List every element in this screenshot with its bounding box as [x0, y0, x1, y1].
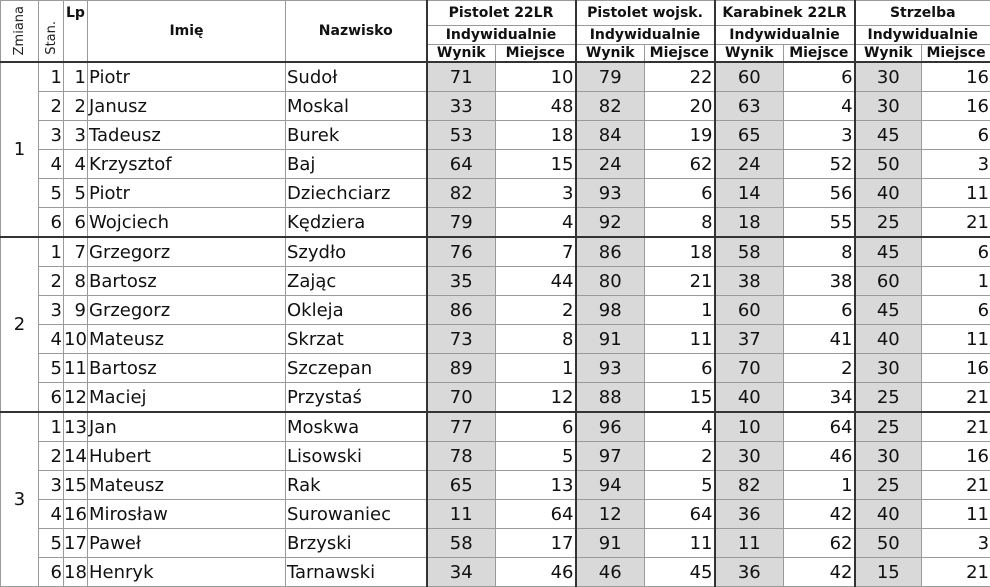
place-cell: 11 — [645, 325, 715, 354]
score-cell: 91 — [576, 325, 645, 354]
place-cell: 11 — [922, 500, 990, 529]
table-row — [1, 267, 990, 296]
lp-cell: 17 — [64, 529, 88, 558]
score-cell: 76 — [427, 237, 496, 267]
place-cell: 13 — [496, 471, 576, 500]
header-imie: Imię — [88, 1, 286, 63]
header-zmiana: Zmiana — [1, 1, 39, 63]
place-cell: 46 — [496, 558, 576, 587]
stan-cell: 2 — [39, 92, 64, 121]
table-row — [1, 529, 990, 558]
first-name-cell: Mirosław — [88, 500, 286, 529]
lp-cell: 1 — [64, 62, 88, 92]
score-cell: 10 — [715, 412, 784, 442]
place-cell: 62 — [784, 529, 855, 558]
score-cell: 93 — [576, 354, 645, 383]
place-cell: 18 — [496, 121, 576, 150]
header-miejsce: Miejsce — [922, 45, 990, 63]
score-cell: 79 — [576, 62, 645, 92]
score-cell: 65 — [715, 121, 784, 150]
header-group-strzelba: Strzelba — [855, 1, 990, 26]
table-row — [1, 62, 990, 92]
last-name-cell: Szczepan — [286, 354, 427, 383]
score-cell: 30 — [855, 354, 922, 383]
score-cell: 98 — [576, 296, 645, 325]
table-row — [1, 354, 990, 383]
table-row — [1, 296, 990, 325]
last-name-cell: Lisowski — [286, 442, 427, 471]
lp-cell: 9 — [64, 296, 88, 325]
place-cell: 3 — [922, 529, 990, 558]
last-name-cell: Okleja — [286, 296, 427, 325]
table-body — [1, 62, 990, 587]
place-cell: 6 — [496, 412, 576, 442]
score-cell: 24 — [576, 150, 645, 179]
header-sub: Indywidualnie — [855, 26, 990, 45]
place-cell: 8 — [784, 237, 855, 267]
place-cell: 16 — [922, 442, 990, 471]
score-cell: 97 — [576, 442, 645, 471]
score-cell: 40 — [855, 325, 922, 354]
table-row — [1, 325, 990, 354]
stan-cell: 1 — [39, 412, 64, 442]
score-cell: 65 — [427, 471, 496, 500]
last-name-cell: Brzyski — [286, 529, 427, 558]
score-cell: 50 — [855, 529, 922, 558]
score-cell: 53 — [427, 121, 496, 150]
place-cell: 6 — [922, 121, 990, 150]
shift-label: 2 — [1, 237, 39, 412]
score-cell: 50 — [855, 150, 922, 179]
score-cell: 34 — [427, 558, 496, 587]
place-cell: 64 — [645, 500, 715, 529]
table-row — [1, 558, 990, 587]
place-cell: 6 — [922, 237, 990, 267]
table-row — [1, 237, 990, 267]
place-cell: 19 — [645, 121, 715, 150]
stan-cell: 5 — [39, 179, 64, 208]
place-cell: 38 — [784, 267, 855, 296]
score-cell: 60 — [715, 296, 784, 325]
header-wynik: Wynik — [576, 45, 645, 63]
lp-cell: 8 — [64, 267, 88, 296]
score-cell: 25 — [855, 208, 922, 238]
last-name-cell: Sudoł — [286, 62, 427, 92]
score-cell: 18 — [715, 208, 784, 238]
score-cell: 60 — [855, 267, 922, 296]
score-cell: 46 — [576, 558, 645, 587]
place-cell: 15 — [645, 383, 715, 413]
last-name-cell: Dziechciarz — [286, 179, 427, 208]
stan-cell: 2 — [39, 442, 64, 471]
score-cell: 58 — [427, 529, 496, 558]
place-cell: 21 — [922, 412, 990, 442]
place-cell: 4 — [645, 412, 715, 442]
header-nazwisko: Nazwisko — [286, 1, 427, 63]
score-cell: 89 — [427, 354, 496, 383]
table-row — [1, 92, 990, 121]
score-cell: 12 — [576, 500, 645, 529]
place-cell: 4 — [784, 92, 855, 121]
last-name-cell: Burek — [286, 121, 427, 150]
first-name-cell: Bartosz — [88, 267, 286, 296]
table-row — [1, 471, 990, 500]
score-cell: 37 — [715, 325, 784, 354]
score-cell: 30 — [855, 92, 922, 121]
score-cell: 45 — [855, 296, 922, 325]
stan-cell: 4 — [39, 325, 64, 354]
score-cell: 33 — [427, 92, 496, 121]
place-cell: 6 — [784, 296, 855, 325]
table-row — [1, 442, 990, 471]
score-cell: 96 — [576, 412, 645, 442]
score-cell: 91 — [576, 529, 645, 558]
score-cell: 82 — [427, 179, 496, 208]
lp-cell: 11 — [64, 354, 88, 383]
place-cell: 22 — [645, 62, 715, 92]
lp-cell: 2 — [64, 92, 88, 121]
first-name-cell: Henryk — [88, 558, 286, 587]
score-cell: 25 — [855, 383, 922, 413]
place-cell: 2 — [496, 296, 576, 325]
place-cell: 34 — [784, 383, 855, 413]
header-miejsce: Miejsce — [496, 45, 576, 63]
header-wynik: Wynik — [427, 45, 496, 63]
last-name-cell: Moskwa — [286, 412, 427, 442]
place-cell: 64 — [784, 412, 855, 442]
score-cell: 84 — [576, 121, 645, 150]
place-cell: 11 — [922, 179, 990, 208]
score-cell: 92 — [576, 208, 645, 238]
first-name-cell: Mateusz — [88, 471, 286, 500]
stan-cell: 3 — [39, 121, 64, 150]
table-row — [1, 412, 990, 442]
last-name-cell: Szydło — [286, 237, 427, 267]
score-cell: 30 — [715, 442, 784, 471]
shift-label: 3 — [1, 412, 39, 587]
header-sub: Indywidualnie — [427, 26, 576, 45]
first-name-cell: Jan — [88, 412, 286, 442]
place-cell: 20 — [645, 92, 715, 121]
place-cell: 21 — [922, 383, 990, 413]
first-name-cell: Hubert — [88, 442, 286, 471]
last-name-cell: Kędziera — [286, 208, 427, 238]
stan-cell: 6 — [39, 558, 64, 587]
score-cell: 45 — [855, 121, 922, 150]
place-cell: 1 — [784, 471, 855, 500]
place-cell: 3 — [922, 150, 990, 179]
last-name-cell: Baj — [286, 150, 427, 179]
place-cell: 56 — [784, 179, 855, 208]
stan-cell: 2 — [39, 267, 64, 296]
place-cell: 55 — [784, 208, 855, 238]
table-row — [1, 150, 990, 179]
lp-cell: 12 — [64, 383, 88, 413]
place-cell: 52 — [784, 150, 855, 179]
stan-cell: 1 — [39, 62, 64, 92]
score-cell: 93 — [576, 179, 645, 208]
score-cell: 15 — [855, 558, 922, 587]
place-cell: 21 — [645, 267, 715, 296]
lp-cell: 6 — [64, 208, 88, 238]
score-cell: 40 — [715, 383, 784, 413]
score-cell: 88 — [576, 383, 645, 413]
score-cell: 11 — [427, 500, 496, 529]
first-name-cell: Janusz — [88, 92, 286, 121]
first-name-cell: Bartosz — [88, 354, 286, 383]
stan-cell: 5 — [39, 529, 64, 558]
last-name-cell: Skrzat — [286, 325, 427, 354]
stan-cell: 1 — [39, 237, 64, 267]
place-cell: 1 — [922, 267, 990, 296]
score-cell: 71 — [427, 62, 496, 92]
header-group-pistolet-22lr: Pistolet 22LR — [427, 1, 576, 26]
table-row — [1, 121, 990, 150]
last-name-cell: Surowaniec — [286, 500, 427, 529]
table-row — [1, 383, 990, 413]
place-cell: 18 — [645, 237, 715, 267]
place-cell: 2 — [784, 354, 855, 383]
first-name-cell: Mateusz — [88, 325, 286, 354]
last-name-cell: Zając — [286, 267, 427, 296]
place-cell: 48 — [496, 92, 576, 121]
last-name-cell: Rak — [286, 471, 427, 500]
place-cell: 42 — [784, 500, 855, 529]
first-name-cell: Krzysztof — [88, 150, 286, 179]
header-miejsce: Miejsce — [784, 45, 855, 63]
first-name-cell: Grzegorz — [88, 296, 286, 325]
lp-cell: 13 — [64, 412, 88, 442]
place-cell: 42 — [784, 558, 855, 587]
place-cell: 41 — [784, 325, 855, 354]
place-cell: 3 — [784, 121, 855, 150]
place-cell: 62 — [645, 150, 715, 179]
score-cell: 80 — [576, 267, 645, 296]
table-header — [1, 1, 990, 63]
lp-cell: 7 — [64, 237, 88, 267]
place-cell: 46 — [784, 442, 855, 471]
score-cell: 73 — [427, 325, 496, 354]
place-cell: 8 — [645, 208, 715, 238]
lp-cell: 5 — [64, 179, 88, 208]
score-cell: 63 — [715, 92, 784, 121]
place-cell: 15 — [496, 150, 576, 179]
lp-cell: 15 — [64, 471, 88, 500]
lp-cell: 14 — [64, 442, 88, 471]
lp-cell: 3 — [64, 121, 88, 150]
header-sub: Indywidualnie — [715, 26, 855, 45]
place-cell: 6 — [645, 354, 715, 383]
score-cell: 38 — [715, 267, 784, 296]
score-cell: 36 — [715, 500, 784, 529]
first-name-cell: Wojciech — [88, 208, 286, 238]
last-name-cell: Tarnawski — [286, 558, 427, 587]
place-cell: 44 — [496, 267, 576, 296]
score-cell: 25 — [855, 471, 922, 500]
score-cell: 30 — [855, 442, 922, 471]
shift-label: 1 — [1, 62, 39, 237]
place-cell: 6 — [922, 296, 990, 325]
score-cell: 60 — [715, 62, 784, 92]
first-name-cell: Piotr — [88, 62, 286, 92]
place-cell: 1 — [496, 354, 576, 383]
place-cell: 10 — [496, 62, 576, 92]
place-cell: 11 — [922, 325, 990, 354]
table-row — [1, 179, 990, 208]
place-cell: 21 — [922, 471, 990, 500]
score-cell: 36 — [715, 558, 784, 587]
score-cell: 35 — [427, 267, 496, 296]
place-cell: 2 — [645, 442, 715, 471]
stan-cell: 3 — [39, 471, 64, 500]
stan-cell: 3 — [39, 296, 64, 325]
first-name-cell: Paweł — [88, 529, 286, 558]
place-cell: 16 — [922, 92, 990, 121]
place-cell: 7 — [496, 237, 576, 267]
score-cell: 70 — [427, 383, 496, 413]
place-cell: 21 — [922, 208, 990, 238]
place-cell: 5 — [645, 471, 715, 500]
score-cell: 82 — [576, 92, 645, 121]
header-miejsce: Miejsce — [645, 45, 715, 63]
last-name-cell: Moskal — [286, 92, 427, 121]
place-cell: 21 — [922, 558, 990, 587]
header-sub: Indywidualnie — [576, 26, 715, 45]
header-wynik: Wynik — [715, 45, 784, 63]
place-cell: 45 — [645, 558, 715, 587]
stan-cell: 4 — [39, 150, 64, 179]
place-cell: 8 — [496, 325, 576, 354]
lp-cell: 18 — [64, 558, 88, 587]
lp-cell: 10 — [64, 325, 88, 354]
stan-cell: 4 — [39, 500, 64, 529]
score-cell: 45 — [855, 237, 922, 267]
first-name-cell: Grzegorz — [88, 237, 286, 267]
place-cell: 64 — [496, 500, 576, 529]
score-cell: 24 — [715, 150, 784, 179]
place-cell: 16 — [922, 354, 990, 383]
lp-cell: 4 — [64, 150, 88, 179]
last-name-cell: Przystaś — [286, 383, 427, 413]
table-row — [1, 208, 990, 238]
score-cell: 64 — [427, 150, 496, 179]
score-cell: 79 — [427, 208, 496, 238]
stan-cell: 6 — [39, 208, 64, 238]
score-cell: 58 — [715, 237, 784, 267]
place-cell: 17 — [496, 529, 576, 558]
place-cell: 12 — [496, 383, 576, 413]
score-cell: 86 — [427, 296, 496, 325]
score-cell: 70 — [715, 354, 784, 383]
header-group-karabinek-22lr: Karabinek 22LR — [715, 1, 855, 26]
place-cell: 6 — [645, 179, 715, 208]
score-cell: 94 — [576, 471, 645, 500]
place-cell: 11 — [645, 529, 715, 558]
place-cell: 6 — [784, 62, 855, 92]
table-row — [1, 500, 990, 529]
score-cell: 40 — [855, 179, 922, 208]
score-cell: 11 — [715, 529, 784, 558]
first-name-cell: Maciej — [88, 383, 286, 413]
first-name-cell: Tadeusz — [88, 121, 286, 150]
header-lp: Lp — [64, 1, 88, 63]
score-cell: 82 — [715, 471, 784, 500]
score-cell: 78 — [427, 442, 496, 471]
place-cell: 16 — [922, 62, 990, 92]
lp-cell: 16 — [64, 500, 88, 529]
place-cell: 3 — [496, 179, 576, 208]
stan-cell: 6 — [39, 383, 64, 413]
header-stan: Stan. — [39, 1, 64, 63]
header-group-pistolet-wojsk: Pistolet wojsk. — [576, 1, 715, 26]
first-name-cell: Piotr — [88, 179, 286, 208]
score-cell: 40 — [855, 500, 922, 529]
place-cell: 5 — [496, 442, 576, 471]
score-cell: 77 — [427, 412, 496, 442]
stan-cell: 5 — [39, 354, 64, 383]
score-cell: 30 — [855, 62, 922, 92]
place-cell: 1 — [645, 296, 715, 325]
header-wynik: Wynik — [855, 45, 922, 63]
score-cell: 86 — [576, 237, 645, 267]
score-cell: 14 — [715, 179, 784, 208]
place-cell: 4 — [496, 208, 576, 238]
score-cell: 25 — [855, 412, 922, 442]
